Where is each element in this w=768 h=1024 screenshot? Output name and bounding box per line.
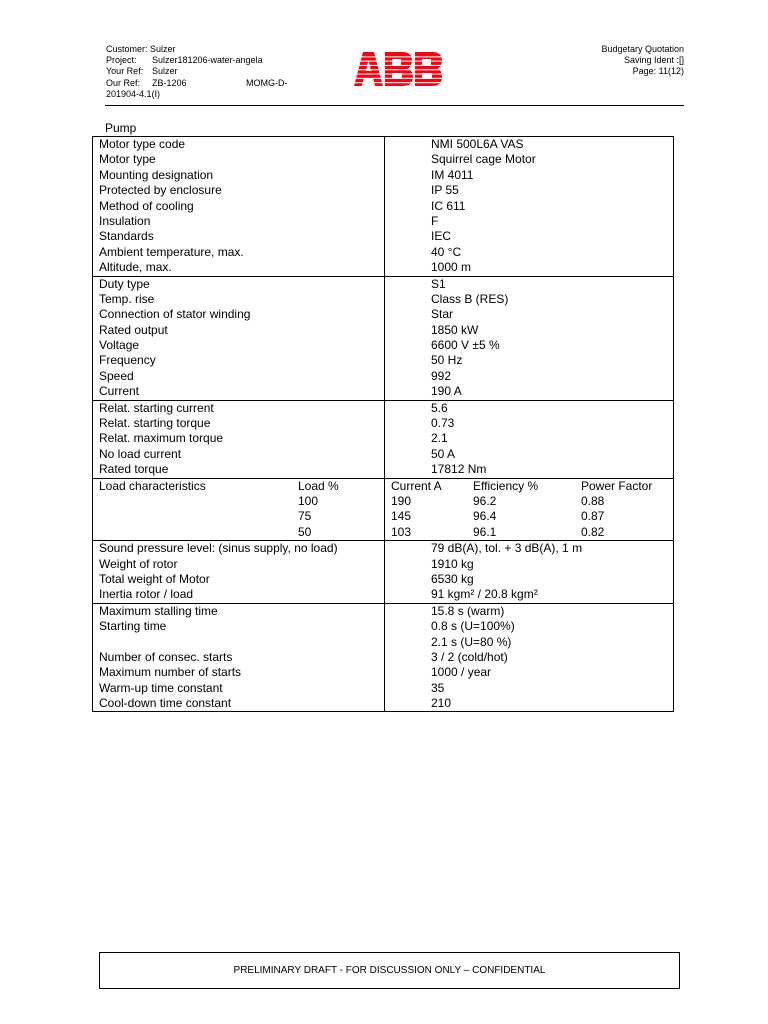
- your-ref-row: [106, 66, 263, 77]
- spec-row: [93, 416, 673, 431]
- your-ref-value: Sulzer: [152, 66, 178, 77]
- customer-row: [106, 44, 263, 55]
- spec-value: Squirrel cage Motor: [431, 152, 536, 167]
- spec-label: Cool-down time constant: [93, 696, 385, 711]
- spec-row: [93, 572, 673, 587]
- page-number: Page: 11(12): [632, 66, 684, 77]
- load-power-factor: 0.88: [581, 493, 605, 508]
- load-efficiency: 96.1: [473, 524, 497, 539]
- spec-value: IM 4011: [431, 167, 474, 182]
- spec-value: 5.6: [431, 400, 448, 415]
- spec-label: Maximum stalling time: [93, 604, 385, 619]
- saving-ident: Saving Ident :[]: [623, 55, 684, 66]
- load-col-header: Load %: [293, 479, 385, 494]
- efficiency-col-header: Efficiency %: [473, 478, 539, 493]
- spec-label: Current: [93, 384, 385, 399]
- footer-text: PRELIMINARY DRAFT - FOR DISCUSSION ONLY – CONFIDENTIAL: [233, 965, 546, 976]
- load-power-factor: 0.82: [581, 524, 605, 539]
- spec-value: 0.8 s (U=100%): [431, 619, 515, 634]
- spec-row: [93, 292, 673, 307]
- our-ref-extra: MOMG-D-: [246, 77, 288, 88]
- power-factor-col-header: Power Factor: [581, 478, 653, 493]
- spec-row: [93, 245, 673, 260]
- spec-group: [93, 276, 673, 400]
- spec-label: No load current: [93, 447, 385, 462]
- project-label: Project:: [106, 55, 137, 66]
- header-reference-block: [106, 44, 288, 100]
- spec-value: IEC: [431, 229, 452, 244]
- spec-value: 91 kgm² / 20.8 kgm²: [431, 587, 538, 602]
- spec-label: Frequency: [93, 353, 385, 368]
- spec-label: Insulation: [93, 214, 385, 229]
- spec-label: Weight of rotor: [93, 557, 385, 572]
- load-power-factor: 0.87: [581, 509, 605, 524]
- load-row: [93, 525, 673, 540]
- spec-row: [93, 214, 673, 229]
- spec-label: Starting time: [93, 619, 385, 634]
- spec-group: [93, 400, 673, 478]
- spec-row: [93, 137, 673, 152]
- project-value: Sulzer181206-water-angela: [152, 55, 263, 66]
- spec-label: Total weight of Motor: [93, 572, 385, 587]
- spec-label: Motor type code: [93, 137, 385, 152]
- spec-row: [93, 447, 673, 462]
- spec-label: Inertia rotor / load: [93, 587, 385, 602]
- load-current: 190: [391, 493, 412, 508]
- spec-value: 79 dB(A), tol. + 3 dB(A), 1 m: [431, 541, 583, 556]
- spec-value: 35: [431, 680, 445, 695]
- spec-value: IC 611: [431, 198, 466, 213]
- spec-label: Rated output: [93, 323, 385, 338]
- spec-label: Protected by enclosure: [93, 183, 385, 198]
- spec-label: Warm-up time constant: [93, 681, 385, 696]
- spec-row: [93, 307, 673, 322]
- load-percent: 100: [293, 494, 385, 509]
- spec-label: Ambient temperature, max.: [93, 245, 385, 260]
- spec-value: 15.8 s (warm): [431, 603, 505, 618]
- spec-label: Motor type: [93, 152, 385, 167]
- spec-row: [93, 199, 673, 214]
- header-divider: [105, 105, 684, 106]
- customer-value: Sulzer: [150, 44, 176, 54]
- spec-row: [93, 650, 673, 665]
- spec-label: Relat. starting torque: [93, 416, 385, 431]
- load-title: Load characteristics: [99, 478, 206, 493]
- spec-row: [93, 401, 673, 416]
- timing-group: [93, 603, 673, 712]
- spec-label: Speed: [93, 369, 385, 384]
- spec-label: Maximum number of starts: [93, 665, 385, 680]
- spec-row: [93, 587, 673, 602]
- load-row: [93, 494, 673, 509]
- spec-value: 2.1: [431, 431, 448, 446]
- spec-label: [93, 635, 385, 650]
- spec-value: 17812 Nm: [431, 462, 487, 477]
- spec-row: [93, 681, 673, 696]
- spec-label: Duty type: [93, 277, 385, 292]
- spec-value: 1850 kW: [431, 322, 479, 337]
- motor-spec-table: [92, 136, 674, 712]
- load-row: [93, 509, 673, 524]
- our-ref-value: ZB-1206: [152, 77, 187, 88]
- spec-row: [93, 338, 673, 353]
- spec-value: 0.73: [431, 416, 455, 431]
- spec-value: 210: [431, 696, 452, 711]
- abb-logo: [354, 52, 442, 86]
- load-spacer: [93, 525, 293, 540]
- customer-label: Customer:: [106, 44, 148, 54]
- your-ref-label: Your Ref:: [106, 66, 144, 77]
- spec-value: 50 Hz: [431, 353, 463, 368]
- spec-row: [93, 152, 673, 167]
- load-efficiency: 96.2: [473, 493, 497, 508]
- spec-row: [93, 635, 673, 650]
- spec-value: 1000 / year: [431, 665, 492, 680]
- section-title: Pump: [105, 121, 137, 135]
- spec-row: [93, 541, 673, 556]
- load-percent: 75: [293, 509, 385, 524]
- spec-value: 50 A: [431, 446, 456, 461]
- spec-value: 6600 V ±5 %: [431, 338, 500, 353]
- spec-row: [93, 462, 673, 477]
- spec-value: 1910 kg: [431, 556, 474, 571]
- spec-value: 6530 kg: [431, 571, 474, 586]
- load-percent: 50: [293, 525, 385, 540]
- project-row: [106, 55, 263, 66]
- spec-row: [93, 696, 673, 711]
- spec-row: [93, 353, 673, 368]
- confidentiality-footer: [99, 952, 680, 989]
- spec-row: [93, 557, 673, 572]
- header-document-info: [601, 44, 684, 78]
- spec-label: Rated torque: [93, 462, 385, 477]
- spec-value: S1: [431, 276, 446, 291]
- spec-value: 1000 m: [431, 260, 472, 275]
- spec-row: [93, 369, 673, 384]
- spec-group: [93, 137, 673, 276]
- spec-label: Temp. rise: [93, 292, 385, 307]
- spec-label: Voltage: [93, 338, 385, 353]
- load-spacer: [93, 509, 293, 524]
- spec-row: [93, 431, 673, 446]
- spec-row: [93, 384, 673, 399]
- current-col-header: Current A: [391, 478, 442, 493]
- spec-label: Connection of stator winding: [93, 307, 385, 322]
- spec-value: Star: [431, 307, 454, 322]
- load-current: 145: [391, 509, 412, 524]
- load-characteristics-group: [93, 478, 673, 541]
- spec-row: [93, 168, 673, 183]
- spec-row: [93, 229, 673, 244]
- spec-label: Number of consec. starts: [93, 650, 385, 665]
- spec-value: Class B (RES): [431, 291, 509, 306]
- spec-row: [93, 183, 673, 198]
- spec-row: [93, 323, 673, 338]
- sound-weight-group: [93, 540, 673, 603]
- spec-label: Sound pressure level: (sinus supply, no load): [93, 541, 385, 556]
- spec-value: NMI 500L6A VAS: [431, 137, 524, 151]
- load-efficiency: 96.4: [473, 509, 497, 524]
- spec-label: Method of cooling: [93, 199, 385, 214]
- spec-value: 190 A: [431, 384, 462, 399]
- load-current: 103: [391, 524, 412, 539]
- our-ref-row: [106, 77, 288, 89]
- spec-label: Mounting designation: [93, 168, 385, 183]
- spec-label: Standards: [93, 229, 385, 244]
- spec-label: Altitude, max.: [93, 260, 385, 275]
- spec-value: 3 / 2 (cold/hot): [431, 649, 508, 664]
- spec-label: Relat. maximum torque: [93, 431, 385, 446]
- spec-row: [93, 260, 673, 275]
- our-ref-label: Our Ref:: [106, 77, 141, 88]
- spec-row: [93, 665, 673, 680]
- load-spacer: [93, 494, 293, 509]
- spec-row: [93, 604, 673, 619]
- spec-value: 2.1 s (U=80 %): [431, 634, 512, 649]
- spec-value: F: [431, 213, 439, 228]
- document-type: Budgetary Quotation: [601, 44, 684, 54]
- spec-value: 40 °C: [431, 244, 462, 259]
- spec-value: 992: [431, 368, 452, 383]
- spec-label: Relat. starting current: [93, 401, 385, 416]
- spec-value: IP 55: [431, 183, 459, 198]
- load-header-row: [93, 479, 673, 494]
- our-ref-continuation: 201904-4.1(I): [106, 88, 161, 99]
- spec-row: [93, 619, 673, 634]
- spec-row: [93, 277, 673, 292]
